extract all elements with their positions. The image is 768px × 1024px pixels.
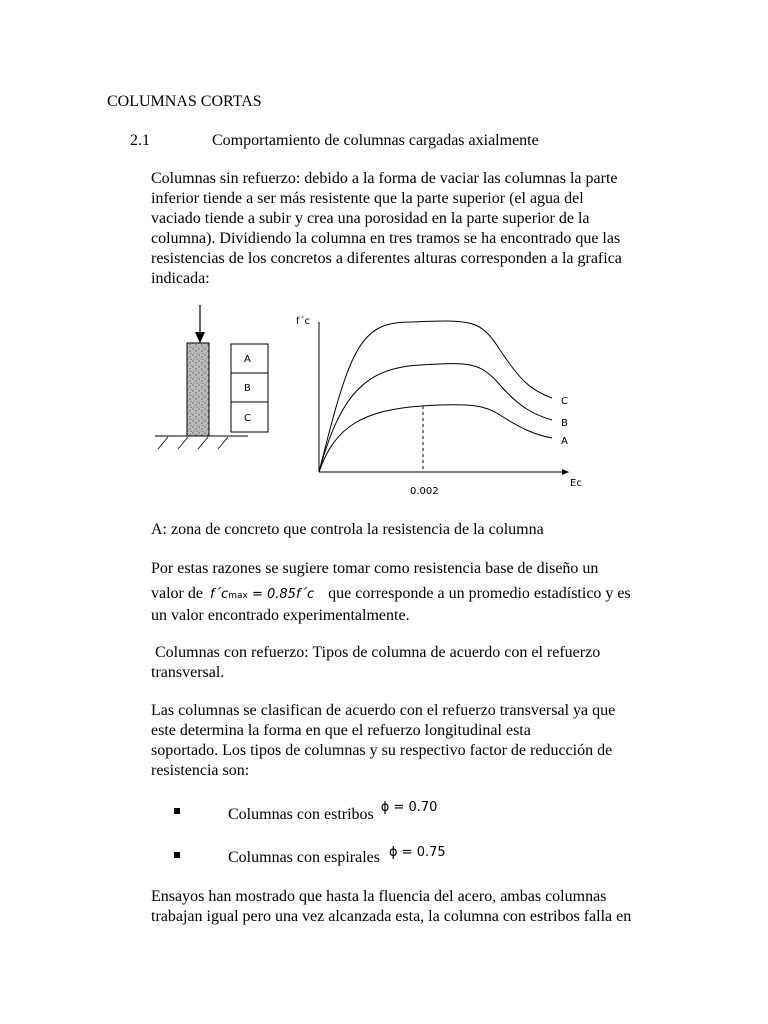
section-title: Comportamiento de columnas cargadas axialmente bbox=[212, 132, 539, 149]
x-axis-label: Ec bbox=[570, 478, 582, 489]
text-line: resistencias de los concretos a diferentes alturas corresponden a la grafica bbox=[151, 250, 622, 267]
paragraph-ensayos bbox=[151, 887, 681, 927]
y-axis-label: f´c bbox=[296, 316, 311, 327]
formula-fcmax bbox=[210, 587, 314, 602]
text-line: Columnas con refuerzo: Tipos de columna de acuerdo con el refuerzo bbox=[151, 644, 601, 661]
curve-label-c: C bbox=[561, 396, 568, 407]
text-line: resistencia son: bbox=[151, 762, 250, 779]
text-line: Ensayos han mostrado que hasta la fluencia del acero, ambas columnas bbox=[151, 888, 607, 905]
curve-label-a: A bbox=[561, 436, 568, 447]
text-line: Por estas razones se sugiere tomar como resistencia base de diseño un bbox=[151, 560, 599, 577]
text-line: Columnas sin refuerzo: debido a la forma de vaciar las columnas la parte bbox=[151, 170, 618, 187]
bullet-formula: ϕ = 0.70 bbox=[380, 800, 438, 815]
formula-rest: = 0.85f´c bbox=[251, 587, 315, 602]
bullet-icon bbox=[174, 852, 180, 858]
text-line: soportado. Los tipos de columnas y su respectivo factor de reducción de bbox=[151, 742, 613, 759]
ground-hatch bbox=[158, 437, 228, 449]
x-tick-label: 0.002 bbox=[410, 486, 439, 497]
paragraph-clasifican bbox=[151, 701, 681, 781]
formula-subscript: max bbox=[228, 591, 248, 601]
segment-label-a: A bbox=[244, 354, 251, 365]
text-line-formula bbox=[151, 584, 681, 606]
bullet-icon bbox=[174, 808, 180, 814]
curve-c bbox=[319, 321, 552, 472]
text-line: trabajan igual pero una vez alcanzada esta, la columna con estribos falla en bbox=[151, 908, 632, 925]
segment-label-b: B bbox=[244, 383, 251, 394]
curve-label-b: B bbox=[561, 418, 568, 429]
paragraph-con-refuerzo bbox=[151, 643, 681, 683]
column-strength-figure bbox=[150, 300, 600, 505]
text-line: Las columnas se clasifican de acuerdo con el refuerzo transversal ya que bbox=[151, 702, 616, 719]
formula-main: f´c bbox=[209, 587, 229, 602]
text-line: indicada: bbox=[151, 270, 210, 287]
paragraph-sin-refuerzo bbox=[151, 169, 681, 289]
bullet-formula: ϕ = 0.75 bbox=[388, 845, 446, 860]
text-line: columna). Dividiendo la columna en tres tramos se ha encontrado que las bbox=[151, 230, 621, 247]
text-fragment: valor de bbox=[151, 585, 203, 602]
segment-label-c: C bbox=[244, 413, 251, 424]
bullet-text: Columnas con espirales bbox=[228, 849, 380, 866]
section-number: 2.1 bbox=[130, 132, 150, 149]
paragraph-zona-a: A: zona de concreto que controla la resistencia de la columna bbox=[151, 521, 544, 538]
bullet-item-estribos bbox=[228, 800, 438, 826]
curve-a bbox=[319, 405, 552, 472]
text-line: inferior tiende a ser más resistente que la parte superior (el agua del bbox=[151, 190, 584, 207]
x-axis-arrow-icon bbox=[562, 469, 569, 475]
bullet-item-espirales bbox=[228, 845, 446, 869]
concrete-column bbox=[187, 343, 209, 436]
page-heading: COLUMNAS CORTAS bbox=[107, 93, 262, 110]
bullet-text: Columnas con estribos bbox=[228, 806, 374, 823]
text-line: un valor encontrado experimentalmente. bbox=[151, 607, 410, 624]
text-fragment: que corresponde a un promedio estadístico y es bbox=[328, 585, 631, 602]
text-line: transversal. bbox=[151, 664, 225, 681]
text-line: vaciado tiende a subir y crea una porosidad en la parte superior de la bbox=[151, 210, 590, 227]
text-line: este determina la forma en que el refuerzo longitudinal esta bbox=[151, 722, 531, 739]
paragraph-razones bbox=[151, 559, 681, 626]
curve-b bbox=[319, 364, 552, 472]
arrowhead-icon bbox=[195, 332, 205, 343]
